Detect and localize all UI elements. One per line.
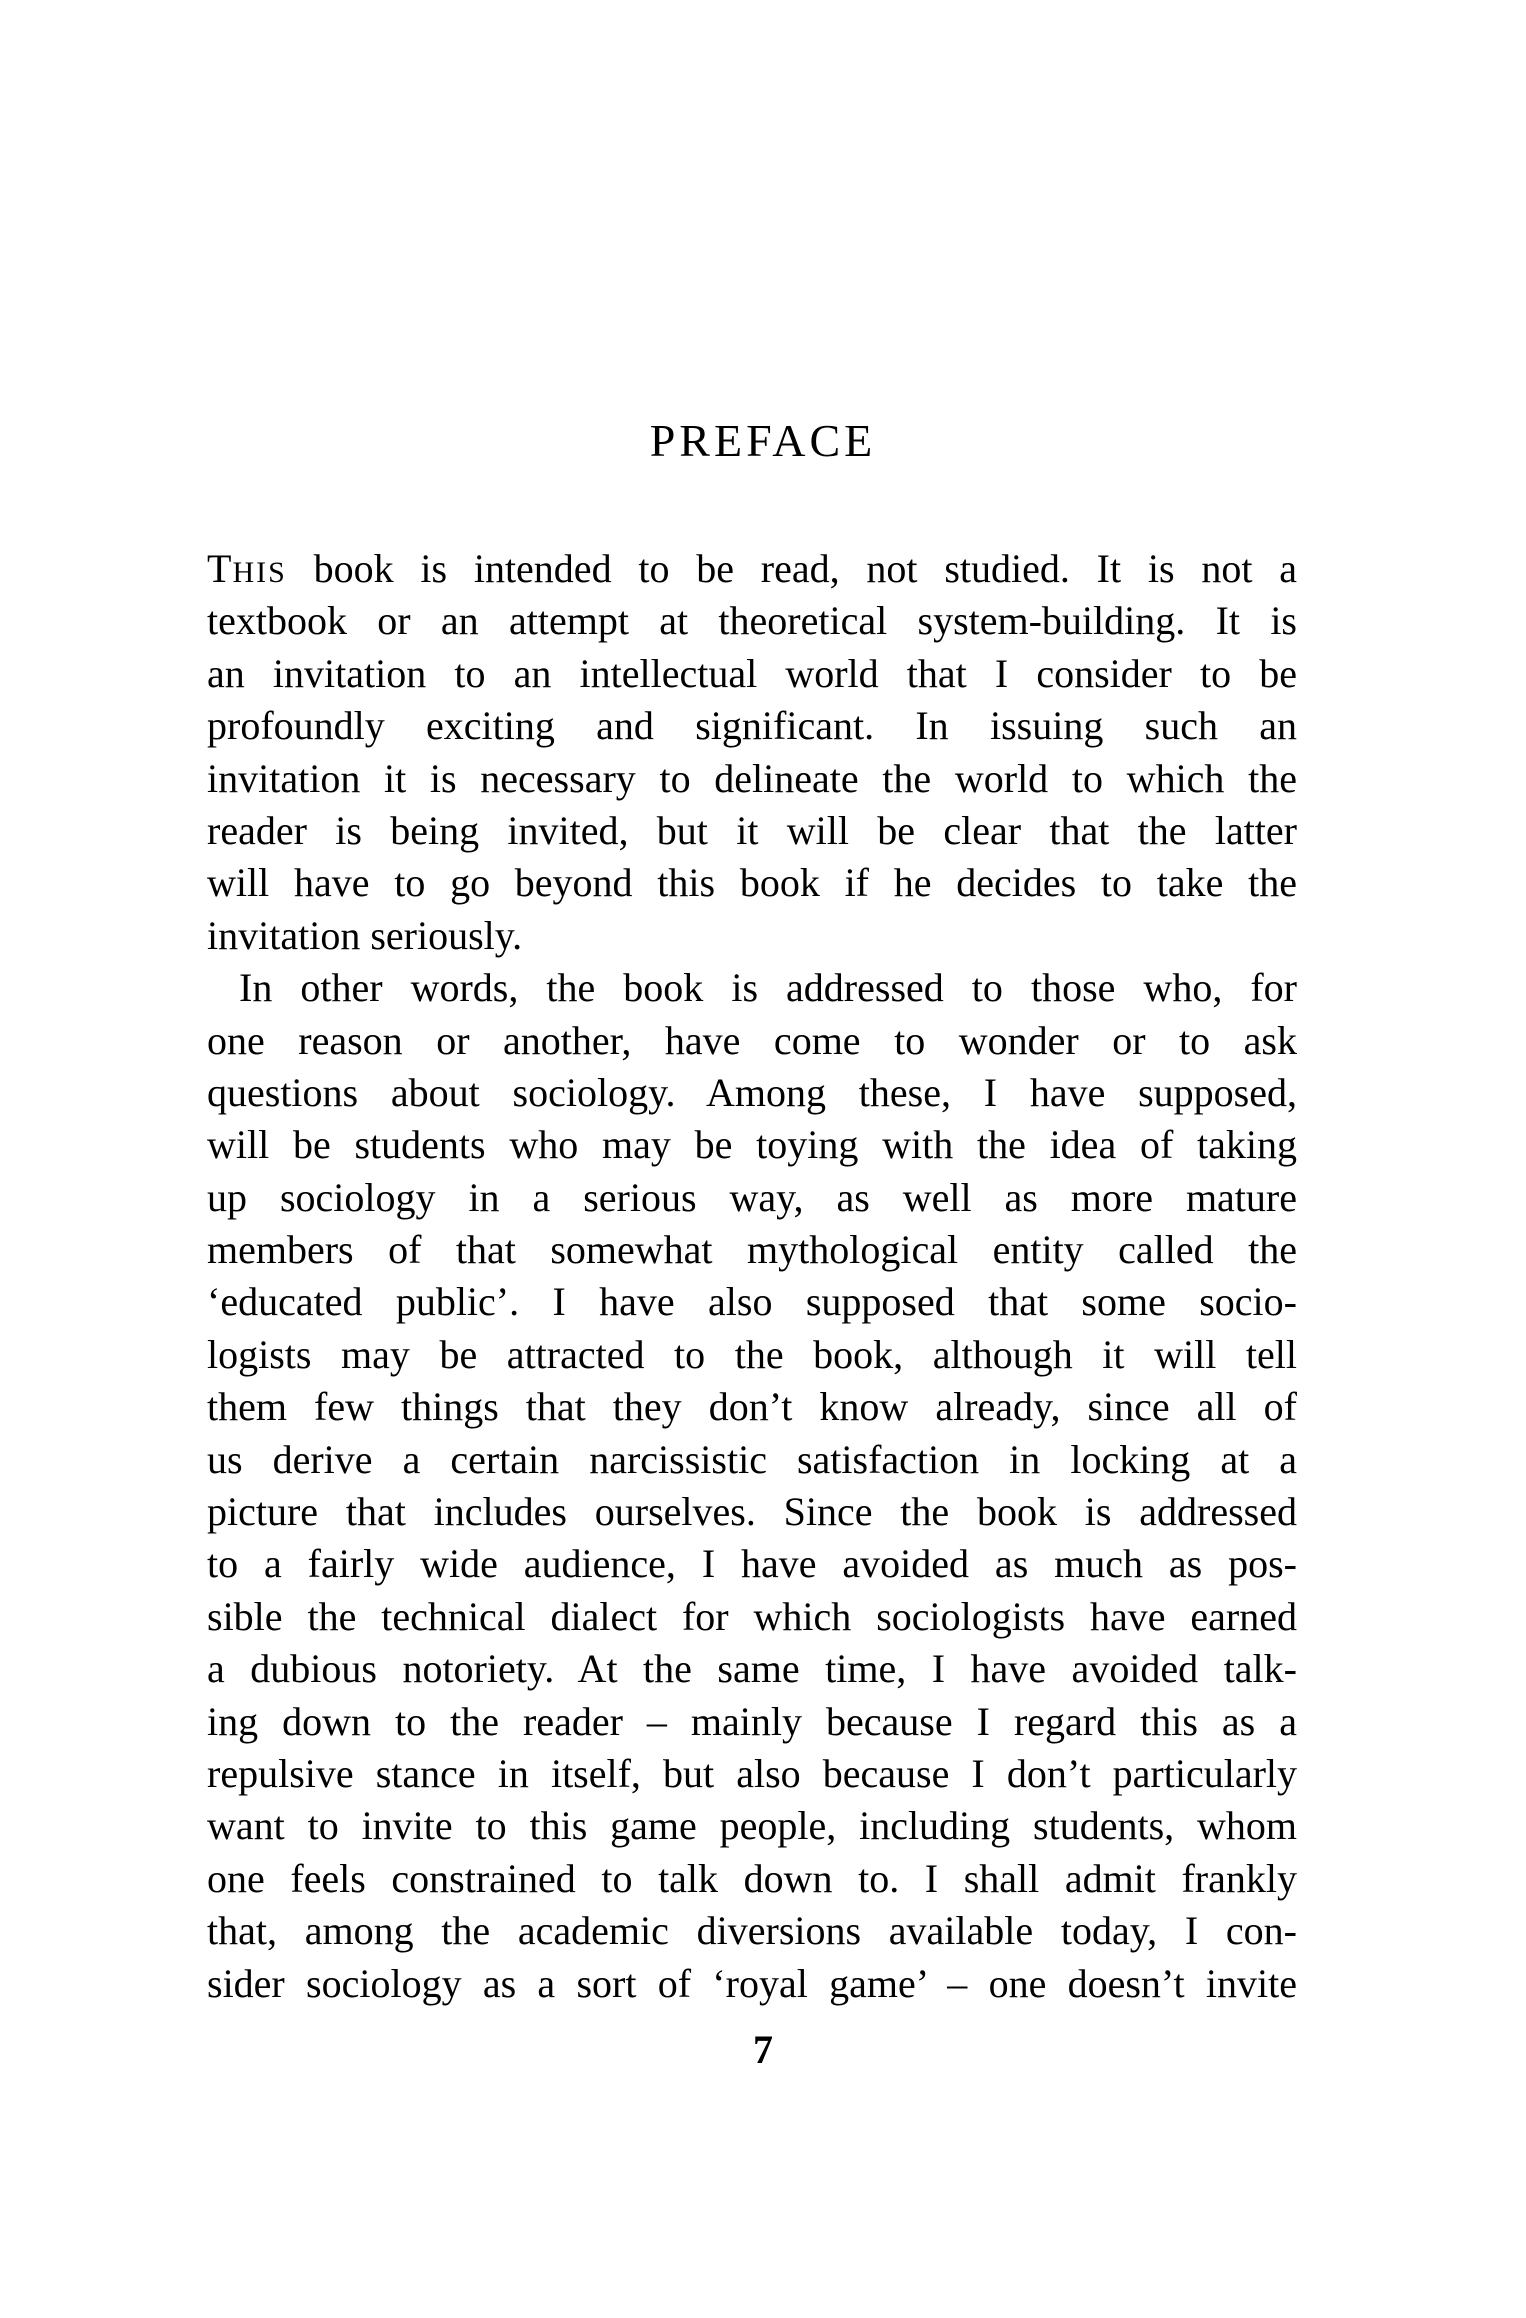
- text-line: invitation it is necessary to delineate the world to which the: [207, 755, 1297, 801]
- text-line: picture that includes ourselves. Since the book is addressed: [207, 1489, 1297, 1535]
- text-line: In other words, the book is addressed to those who, for: [239, 965, 1297, 1011]
- text-line: [207, 543, 1297, 595]
- text-line: members of that somewhat mythological entity called the: [207, 1227, 1297, 1273]
- text-line: one reason or another, have come to wonder or to ask: [207, 1017, 1297, 1063]
- text-line: that, among the academic diversions available today, I con-: [207, 1908, 1297, 1954]
- text-line: ing down to the reader – mainly because I regard this as a: [207, 1698, 1297, 1744]
- lead-first-letter: T: [207, 546, 233, 591]
- text-line: invitation seriously.: [207, 912, 523, 958]
- text-line: questions about sociology. Among these, I have supposed,: [207, 1069, 1297, 1115]
- text-line: up sociology in a serious way, as well as more mature: [207, 1174, 1297, 1220]
- lead-rest: HIS: [232, 556, 287, 589]
- text-line: profoundly exciting and significant. In issuing such an: [207, 703, 1297, 749]
- text-line: want to invite to this game people, including students, whom: [207, 1803, 1297, 1849]
- text-line: reader is being invited, but it will be clear that the latter: [207, 807, 1297, 853]
- text-line: us derive a certain narcissistic satisfaction in locking at a: [207, 1436, 1297, 1482]
- chapter-title: PREFACE: [649, 415, 877, 466]
- text-line: will have to go beyond this book if he decides to take the: [207, 860, 1297, 906]
- text-line: logists may be attracted to the book, although it will tell: [207, 1331, 1297, 1377]
- text-line: to a fairly wide audience, I have avoided as much as pos-: [207, 1541, 1297, 1587]
- text-line: them few things that they don’t know already, since all of: [207, 1384, 1297, 1430]
- text-line: an invitation to an intellectual world that I consider to be: [207, 650, 1297, 696]
- text-line: will be students who may be toying with the idea of taking: [207, 1122, 1297, 1168]
- text-line: sider sociology as a sort of ‘royal game’ – one doesn’t invite: [207, 1960, 1297, 2006]
- text-line: repulsive stance in itself, but also because I don’t particularly: [207, 1750, 1297, 1796]
- text-line-content: book is intended to be read, not studied. It is not a: [286, 546, 1297, 591]
- text-line: one feels constrained to talk down to. I shall admit frankly: [207, 1855, 1297, 1901]
- small-caps-lead: [207, 546, 287, 591]
- text-line: ‘educated public’. I have also supposed that some socio-: [207, 1279, 1297, 1325]
- body-text: [207, 543, 1297, 2010]
- text-line: textbook or an attempt at theoretical system-building. It is: [207, 598, 1297, 644]
- text-line: sible the technical dialect for which sociologists have earned: [207, 1593, 1297, 1639]
- text-line: a dubious notoriety. At the same time, I have avoided talk-: [207, 1646, 1297, 1692]
- page-number: 7: [753, 2027, 773, 2072]
